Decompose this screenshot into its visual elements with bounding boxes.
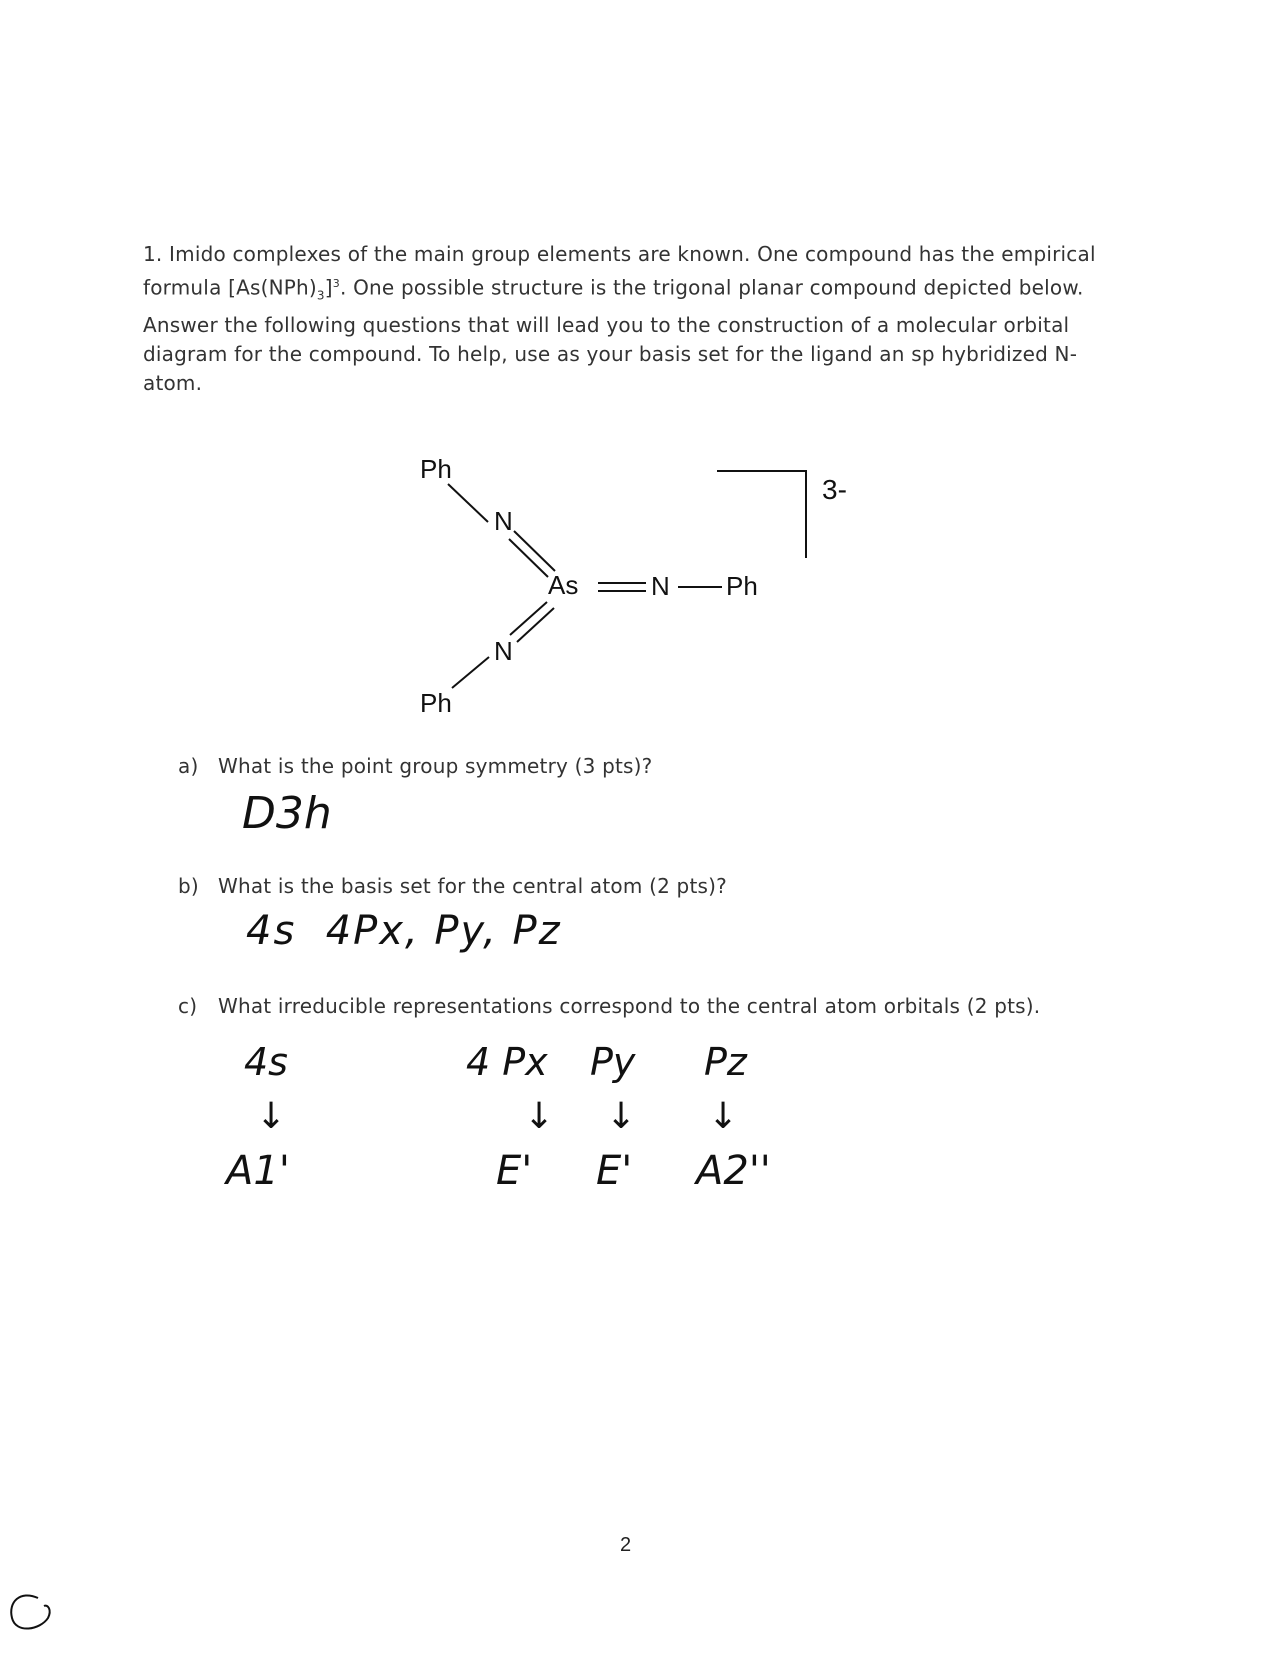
as-label: As: [548, 570, 579, 600]
question-b-label: b): [178, 874, 199, 898]
page-number: 2: [620, 1534, 632, 1556]
orbital-py: Py: [590, 1040, 636, 1084]
n-right-label: N: [651, 571, 670, 601]
n-top-label: N: [494, 506, 513, 536]
orbital-pz: Pz: [704, 1040, 747, 1084]
irrep-4s: A1': [226, 1148, 290, 1194]
ph-bottom-label: Ph: [420, 688, 452, 718]
orbital-px: 4 Px: [466, 1040, 548, 1084]
charge-label: 3-: [822, 474, 847, 505]
irrep-pz: A2'': [696, 1148, 771, 1194]
arrow-pz: ↓: [708, 1096, 739, 1137]
problem-intro: 1. Imido complexes of the main group elements are known. One compound has the empirical formula $[As(NPh)_3]^3$. One possible structure is the trigonal planar compound depicted below. Answer the following questions that will lead you to the construction of a molecular orbital diagram for the compound. To help, use as your basis set for the ligand an sp hybridized N-atom.: [143, 242, 1096, 395]
question-c: [178, 994, 1040, 1018]
question-c-text: What irreducible representations correspond to the central atom orbitals (2 pts).: [218, 994, 1041, 1018]
question-a-label: a): [178, 754, 199, 778]
answer-b: 4s 4Px, Py, Pz: [246, 908, 562, 954]
arrow-4s: ↓: [256, 1096, 287, 1137]
n-bottom-label: N: [494, 636, 513, 666]
arrow-py: ↓: [606, 1096, 637, 1137]
answer-a: D3h: [242, 788, 332, 839]
question-a: [178, 754, 652, 778]
arrow-px: ↓: [524, 1096, 555, 1137]
corner-scribble: [0, 1580, 70, 1640]
question-b: [178, 874, 727, 898]
ph-right-label: Ph: [726, 571, 758, 601]
orbital-4s: 4s: [244, 1040, 288, 1084]
irrep-py: E': [596, 1148, 633, 1194]
question-c-label: c): [178, 994, 198, 1018]
ph-top-label: Ph: [420, 454, 452, 484]
question-a-text: What is the point group symmetry (3 pts)?: [218, 754, 653, 778]
irrep-px: E': [496, 1148, 533, 1194]
question-b-text: What is the basis set for the central atom (2 pts)?: [218, 874, 727, 898]
